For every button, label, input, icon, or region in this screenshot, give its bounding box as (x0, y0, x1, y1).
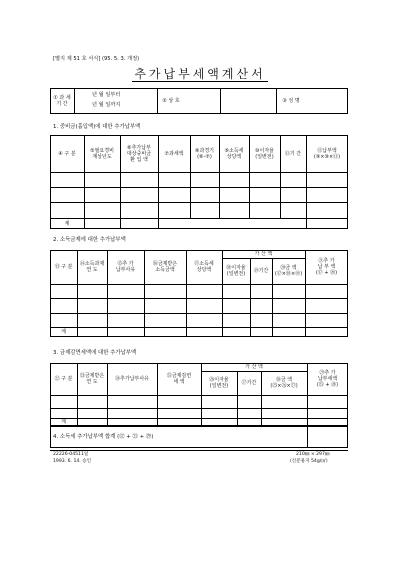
s1-col-tax-amount: ⑦과세액 (164, 150, 184, 157)
s3-col-additional-tax: ㉙추 가 납부세액 (㉕ + ㉘) (316, 370, 339, 388)
s3-col-category: ㉒ 구 분 (54, 376, 73, 382)
s1-col-expense-year: ⑤필요경비 계상년도 (90, 147, 114, 160)
s3-total-label: 계 (61, 419, 66, 425)
s2-col-category: ⑬ 구 분 (54, 264, 73, 270)
s2-col-deducted-income: ⑯금제받은 소득금액 (152, 261, 178, 273)
s3-col-interest-rate: ㉖이자율 (일변전) (209, 377, 229, 389)
footer-approval-date: 1993. 6. 14. 승인 (53, 459, 92, 464)
s2-col-amount: ⑳금 액 (⑰×⑱×⑲) (274, 265, 303, 277)
section4-heading: 4. 소득세 추가납부액 합계 (⑫ + ㉑ + ㉙) (53, 434, 154, 440)
tax-period-label: ① 과 세 기 간 (53, 95, 71, 107)
s3-col-tax-reduction: ㉕금제감면 세 액 (166, 373, 192, 385)
s3-col-surcharge-group: 가 산 액 (245, 364, 263, 370)
s2-col-interest-rate: ⑱이자율 (일변전) (226, 265, 246, 277)
footer-paper-size: 210㎜ × 297㎜ (296, 452, 330, 457)
s1-col-period: ⑪기 간 (284, 150, 302, 157)
footer-rule (50, 450, 348, 451)
s2-col-surcharge-group: 가 산 액 (254, 251, 273, 257)
period-from: 년 월 일부터 (92, 92, 121, 98)
section3-heading: 3. 금제감면세액에 대한 추가납부액 (53, 350, 137, 356)
s1-total-label: 계 (64, 220, 70, 227)
footer-form-number: 22226-04511일 (53, 452, 89, 457)
page-title: 추가납부세액계산서 (134, 67, 266, 81)
s2-col-period: ⑲기간 (253, 268, 269, 274)
s2-total-label: 계 (61, 329, 66, 335)
s1-col-category: ④ 구 분 (58, 150, 76, 157)
title-underline (132, 81, 268, 82)
s1-col-reserve-reversal: ⑥추가납부 대상중비금 환 입 액 (126, 144, 152, 163)
s3-col-amount: ㉘금 액 (㉕×㉖×㉗) (270, 377, 298, 389)
s2-col-deduction-year: ⑭소득과제 연 도 (79, 261, 105, 273)
company-name-label: ② 상 호 (162, 98, 180, 104)
taxpayer-name-label: ③ 성 명 (282, 98, 300, 104)
s3-col-reason: ㉔추가납부사유 (115, 376, 149, 382)
s1-col-excess: ⑧과경기 (⑥-⑦) (195, 147, 214, 160)
s3-col-period: ㉗기간 (241, 380, 257, 386)
s1-col-payment: ⑫납부액 (⑨×⑩×⑪) (313, 147, 341, 160)
section1-heading: 1. 중비금(흡입액)에 대한 추가납부액 (53, 124, 141, 130)
section2-heading: 2. 소득금제에 대한 추가납부액 (53, 237, 126, 243)
s2-col-income-tax: ⑰소득세 상당액 (194, 261, 214, 273)
s1-col-interest-rate: ⑩이자율 (일변전) (255, 147, 274, 160)
s3-col-deduction-year: ㉓금제받은 연 도 (79, 373, 105, 385)
form-code: [별지 제 51 호 서식] (95. 5. 3. 개정) (53, 56, 140, 62)
s2-col-additional-payment: ㉑추 가 납 부 액 (⑰ + ⑳) (315, 258, 338, 276)
period-to: 년 월 일까지 (92, 102, 121, 108)
footer-paper-type: (신문용지 54g/㎡) (290, 459, 328, 464)
s2-col-reason: ⑮추 가 납부사유 (115, 261, 136, 273)
s1-col-income-tax: ⑨소득세 상당액 (224, 147, 244, 160)
